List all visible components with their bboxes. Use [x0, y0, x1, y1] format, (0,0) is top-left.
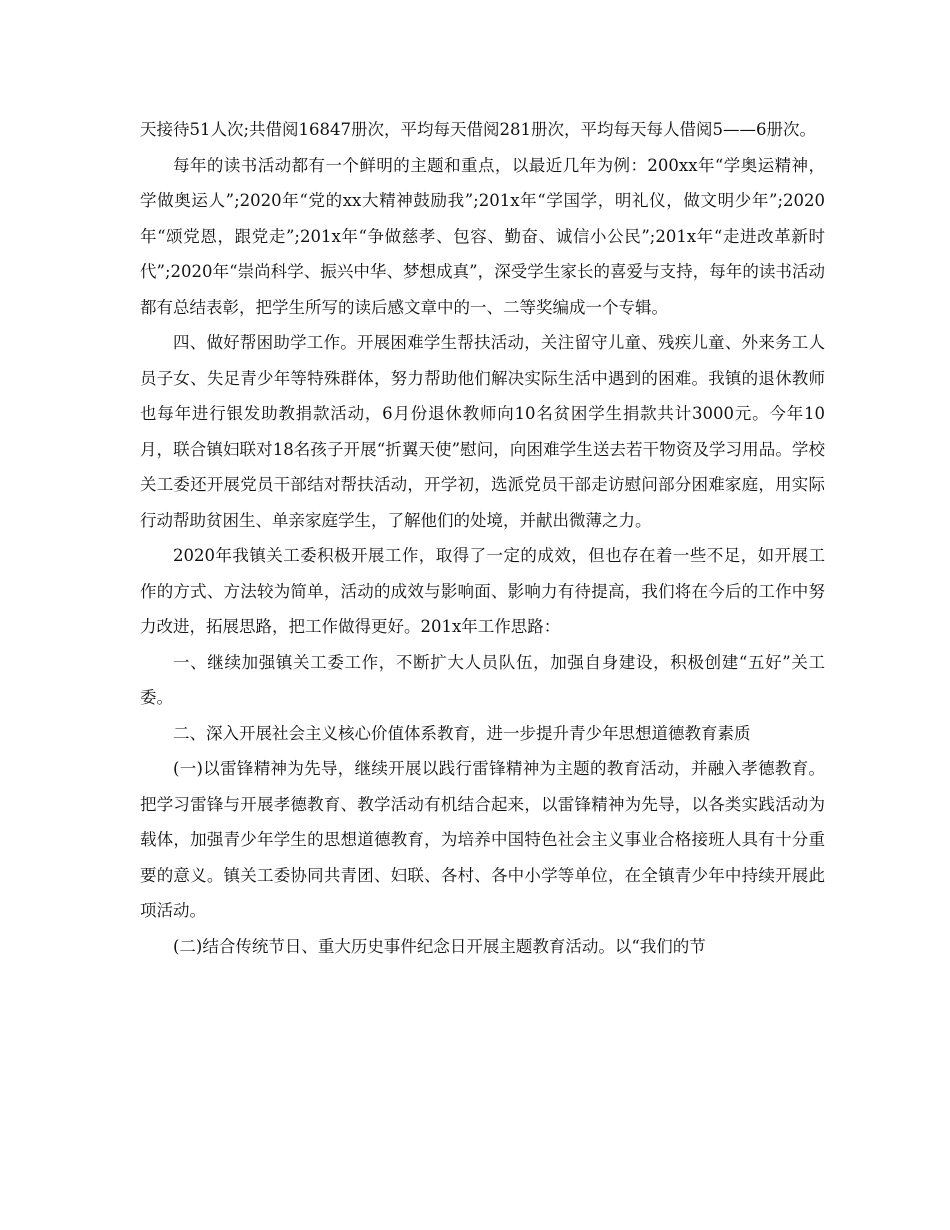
paragraph-item-one: 一、继续加强镇关工委工作，不断扩大人员队伍，加强自身建设，积极创建“五好”关工委。 — [140, 652, 825, 707]
paragraph-summary-2020: 2020年我镇关工委积极开展工作，取得了一定的成效，但也存在着一些不足，如开展工作的方式、方法较为简单，活动的成效与影响面、影响力有待提高，我们将在今后的工作中努力改进，拓展思路，把工作做得更好。201x年工作思路： — [140, 546, 825, 636]
paragraph-continuation: 天接待51人次;共借阅16847册次，平均每天借阅281册次，平均每天每人借阅5——6册次。 — [140, 120, 817, 139]
paragraph-item-two: 二、深入开展社会主义核心价值体系教育，进一步提升青少年思想道德教育素质 — [173, 723, 751, 743]
paragraph-reading-themes: 每年的读书活动都有一个鲜明的主题和重点，以最近几年为例：200xx年“学奥运精神，学做奥运人”;2020年“党的xx大精神鼓励我”;201x年“学国学，明礼仪，做文明少年”;2020年“颂党恩，跟党走”;201x年“争做慈孝、包容、勤奋、诚信小公民”;201x年“走进改革新时代”;2020年“崇尚科学、振兴中华、梦想成真”，深受学生家长的喜爱与支持，每年的读书活动都有总结表彰，把学生所写的读后感文章中的一、二等奖编成一个专辑。 — [140, 155, 825, 317]
document-body — [140, 112, 825, 964]
paragraph-subitem-two: (二)结合传统节日、重大历史事件纪念日开展主题教育活动。以“我们的节 — [173, 936, 706, 956]
paragraph-subitem-one: (一)以雷锋精神为先导，继续开展以践行雷锋精神为主题的教育活动，并融入孝德教育。把学习雷锋与开展孝德教育、教学活动有机结合起来，以雷锋精神为先导，以各类实践活动为载体，加强青少年学生的思想道德教育，为培养中国特色社会主义事业合格接班人具有十分重要的意义。镇关工委协同共青团、妇联、各村、各中小学等单位，在全镇青少年中持续开展此项活动。 — [140, 759, 825, 920]
paragraph-assistance-work: 四、做好帮困助学工作。开展困难学生帮扶活动，关注留守儿童、残疾儿童、外来务工人员子女、失足青少年等特殊群体，努力帮助他们解决实际生活中遇到的困难。我镇的退休教师也每年进行银发助教捐款活动，6月份退休教师向10名贫困学生捐款共计3000元。今年10月，联合镇妇联对18名孩子开展“折翼天使”慰问，向困难学生送去若干物资及学习用品。学校关工委还开展党员干部结对帮扶活动，开学初，选派党员干部走访慰问部分困难家庭，用实际行动帮助贫困生、单亲家庭学生，了解他们的处境，并献出微薄之力。 — [140, 333, 825, 530]
